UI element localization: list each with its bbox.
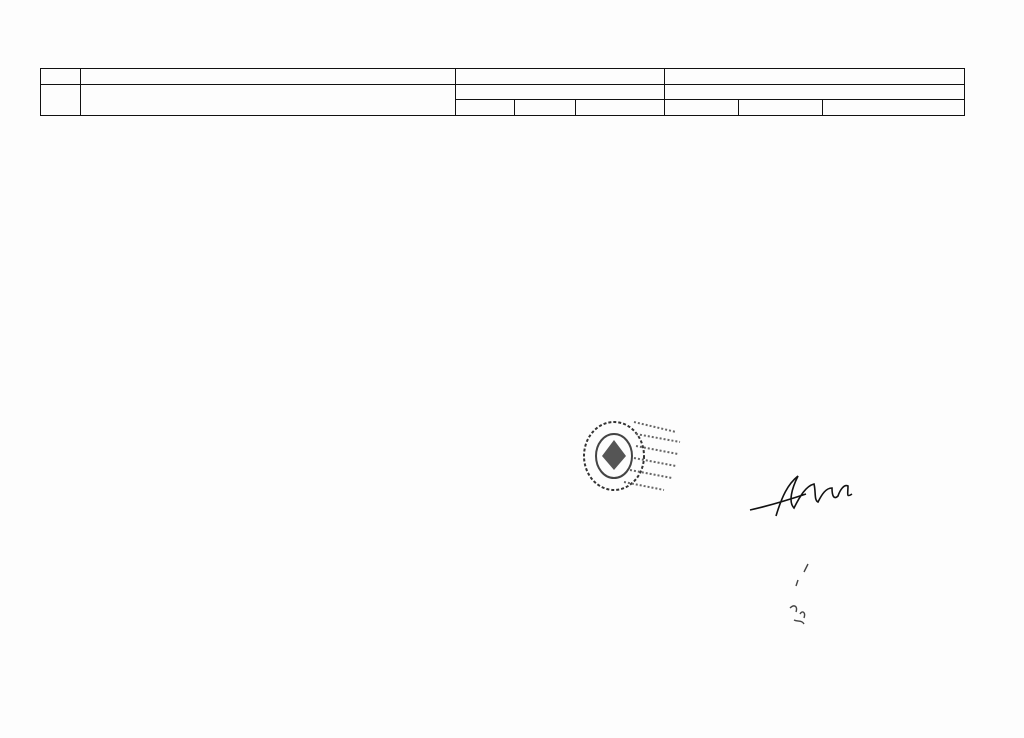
sub-today [665, 84, 965, 100]
sum-header [576, 100, 665, 116]
col-sn [41, 69, 81, 85]
male-header [456, 100, 515, 116]
sum-header-today [823, 100, 965, 116]
report-table [40, 68, 965, 116]
note-bullet-1 [98, 424, 518, 456]
sub-total [456, 84, 665, 100]
office-seal-icon [572, 412, 684, 500]
summary-row [157, 563, 307, 578]
col-today [665, 69, 965, 85]
col-desc [81, 69, 456, 85]
summary-row [157, 582, 307, 597]
female-header-today [739, 100, 823, 116]
margin-scribble-icon [780, 560, 820, 630]
male-header-today [665, 100, 739, 116]
signature-icon [748, 466, 858, 526]
table-header-row [41, 69, 965, 85]
sub-header [41, 84, 965, 115]
col-total [456, 69, 665, 85]
summary-row [157, 601, 315, 616]
summary-row [157, 619, 321, 634]
female-header [515, 100, 576, 116]
